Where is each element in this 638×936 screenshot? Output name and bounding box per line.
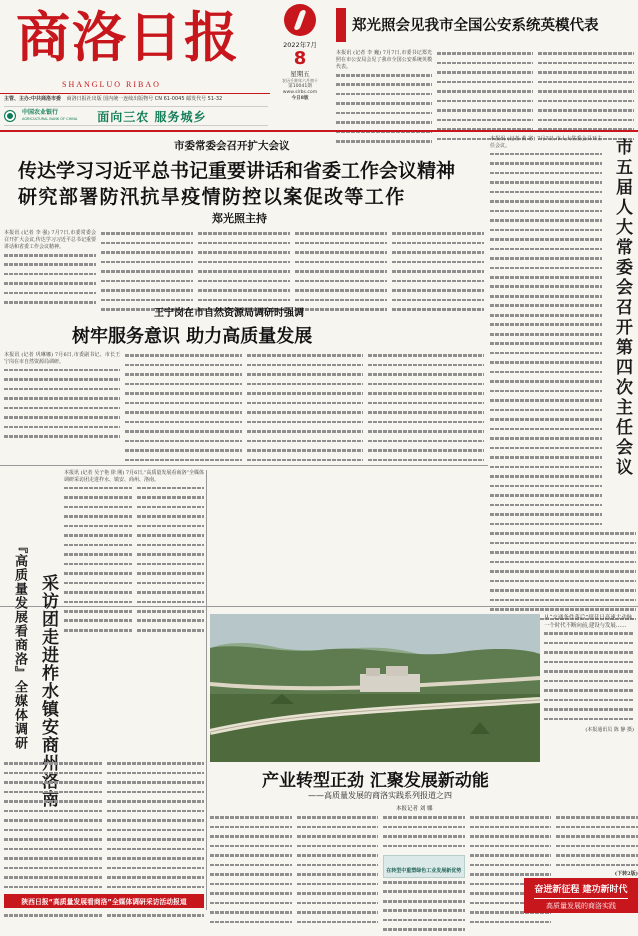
bank-name: 中国农业银行 xyxy=(22,109,59,116)
lead-kicker: 市委常委会召开扩大会议 xyxy=(174,140,290,152)
photo-caption-text: 从“交通条件落后”到昔日高速大动脉,一个时代不断向前,建设与发展…… xyxy=(544,615,634,629)
bank-slogan: 面向三农 服务城乡 xyxy=(97,109,207,124)
interview-banner-text: 陕西日报“高质量发展看商洛”全媒体调研采访活动报道 xyxy=(21,898,187,906)
interview-title: 采访团走进柞水镇安商州洛南 xyxy=(38,574,58,808)
lead-headline-1: 传达学习习近平总书记重要讲话和省委工作会议精神 xyxy=(18,160,456,182)
banner-line-2: 高质量发展的商洛实践 xyxy=(534,898,628,911)
paper-title: 商洛日报 xyxy=(16,5,240,69)
bank-name-en: AGRICULTURAL BANK OF CHINA xyxy=(22,117,78,121)
middle-headline: 树牢服务意识 助力高质量发展 xyxy=(72,326,313,347)
top-story xyxy=(336,6,634,126)
congress-story xyxy=(490,136,636,524)
photo-caption xyxy=(544,614,634,762)
middle-story-body xyxy=(4,352,484,462)
top-story-title: 郑光照会见我市全国公安系统英模代表 xyxy=(352,18,599,34)
website: www.slrbs.com xyxy=(282,90,318,95)
paper-pinyin: SHANGLUO RIBAO xyxy=(62,80,161,89)
feature-subhead: ——高质量发展的商洛实践系列报道之四 xyxy=(308,791,452,800)
bottom-banner xyxy=(524,878,638,913)
issue-number: 第10041期 xyxy=(288,84,312,89)
lead-headline-2: 研究部署防汛抗旱疫情防控以案促改等工作 xyxy=(18,186,406,208)
photo-credit: (本报通讯员 陈 静 摄) xyxy=(585,726,634,733)
interview-byline: 本报讯 (记者 吴子艳 徐 刚) 7月6日,“高质量发展看商洛”全媒体调研采访团走进柞水、镇安、商州、洛南。 xyxy=(64,470,204,484)
highway-photo-image xyxy=(210,614,540,762)
interview-quote: 『高质量发展看商洛』全媒体调研 xyxy=(12,540,27,750)
congress-byline: 本报讯 (记者 黄 寒) 7月7日,市人大常委会召开主任会议。 xyxy=(490,136,602,150)
highway-photo xyxy=(210,614,540,762)
interview-story xyxy=(4,470,204,910)
date-box xyxy=(268,4,332,126)
feature-byline: 本报记者 刘 娜 xyxy=(396,806,433,812)
congress-title: 市五届人大常委会召开第四次主任会议 xyxy=(612,138,632,478)
emblem-icon xyxy=(284,4,316,36)
weekday: 星期五 xyxy=(290,70,310,78)
lead-subhead: 郑光照主持 xyxy=(212,212,267,225)
abc-logo-icon xyxy=(4,110,16,122)
top-story-byline: 本报讯 (记者 李 巍) 7月7日,市委书记郑光照在市公安局会见了我市全国公安系统英模代表。 xyxy=(336,50,432,71)
lead-story xyxy=(4,136,484,386)
banner-line-1: 奋进新征程 建功新时代 xyxy=(534,885,628,895)
date-day: 8 xyxy=(293,48,307,69)
sponsor-line: 主管、主办:中共商洛市委 商洛日报社出版 国内统一连续出版物号 CN 61-0045 邮发代号 51-32 xyxy=(4,96,223,102)
middle-byline: 本报讯 (记者 巩琳娜) 7月6日,市委副书记、市长王宁岗在市自然资源局调研。 xyxy=(4,352,121,366)
issue-pages: 今日8版 xyxy=(291,96,309,101)
lead-byline: 本报讯 (记者 李 强) 7月7日,市委常委会召开扩大会议,传达学习习近平总书记重要讲话和省委工作会议精神。 xyxy=(4,230,96,251)
date-month: 2022年7月 xyxy=(283,41,317,49)
feature-inline-tag: 在转型中重塑绿色工业发展新优势 xyxy=(383,855,465,878)
interview-banner xyxy=(4,894,204,908)
feature-headline: 产业转型正劲 汇聚发展新动能 xyxy=(262,771,489,791)
masthead xyxy=(0,0,638,130)
feature-continued: (下转2版) xyxy=(614,870,638,877)
middle-kicker: 王宁岗在市自然资源局调研时强调 xyxy=(154,308,304,319)
bank-ad xyxy=(4,106,268,126)
lunar-date: 农历壬寅年六月初十 xyxy=(282,78,318,83)
